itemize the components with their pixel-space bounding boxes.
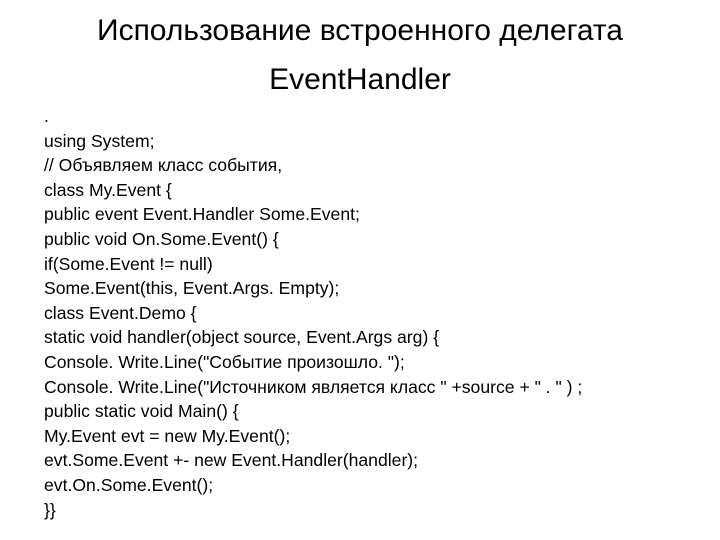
code-line-11: Console. Write.Line("Событие произошло. "); — [44, 351, 405, 372]
code-line-7: if(Some.Event != null) — [44, 253, 213, 274]
code-line-16: evt.On.Some.Event(); — [44, 474, 214, 495]
code-line-6: public void On.Some.Event() { — [44, 228, 279, 249]
code-line-9: class Event.Demo { — [44, 302, 197, 323]
code-line-14: My.Event evt = new My.Event(); — [44, 425, 291, 446]
code-line-5: public event Event.Handler Some.Event; — [44, 204, 360, 225]
code-line-15: evt.Some.Event +- new Event.Handler(handler); — [44, 450, 419, 471]
code-line-1: . — [44, 106, 49, 126]
title-line-2: EventHandler — [269, 63, 451, 96]
title-line-1: Использование встроенного делегата — [97, 14, 623, 47]
code-line-13: public static void Main() { — [44, 401, 239, 422]
slide-title — [0, 6, 720, 104]
code-line-10: static void handler(object source, Event.Args arg) { — [44, 327, 440, 348]
code-line-4: class My.Event { — [44, 179, 172, 200]
code-line-8: Some.Event(this, Event.Args. Empty); — [44, 278, 340, 299]
code-line-3: // Объявляем класс события, — [44, 155, 283, 176]
code-line-2: using System; — [44, 130, 155, 151]
code-line-17: }} — [44, 499, 56, 520]
code-listing — [44, 104, 714, 522]
code-line-12: Console. Write.Line("Источником является класс " +source + " . " ) ; — [44, 376, 583, 397]
